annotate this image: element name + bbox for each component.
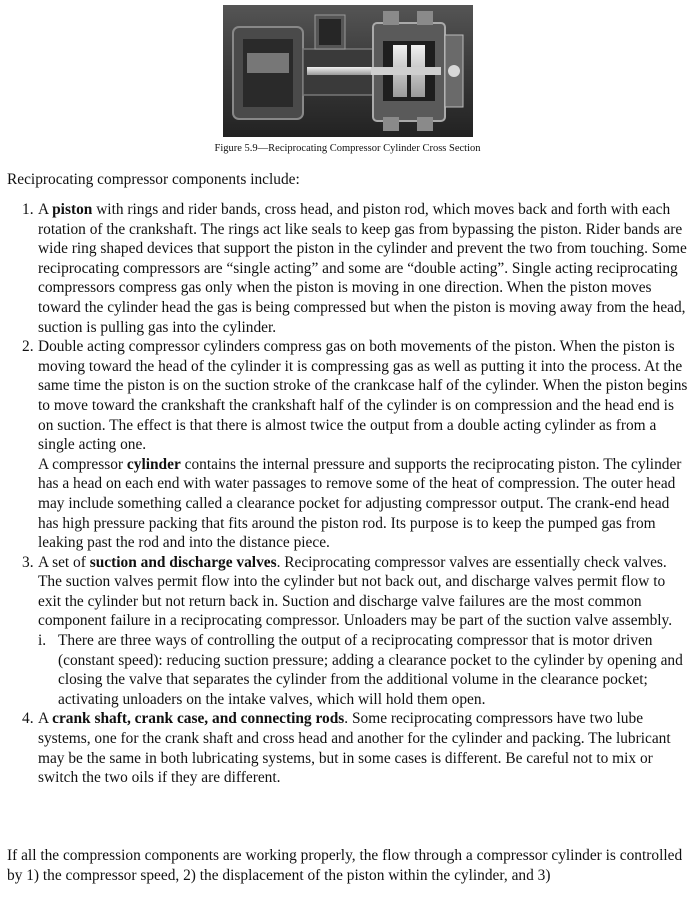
- figure-caption: Figure 5.9—Reciprocating Compressor Cylinder Cross Section: [214, 143, 481, 154]
- item-text-pre: A compressor: [38, 455, 127, 473]
- list-item: [0, 709, 690, 787]
- sub-list-item: [38, 631, 690, 709]
- item-text-pre: A: [38, 710, 53, 728]
- list-item: [0, 553, 690, 710]
- list-number: 3.: [22, 553, 34, 571]
- outro-text: If all the compression components are working properly, the flow through a compressor cylinder is controlled by 1) the compressor speed, 2) the displacement of the piston within the cylinder, and 3): [7, 847, 683, 884]
- components-list: [0, 200, 690, 788]
- item-text-pre: A: [38, 201, 53, 218]
- item-text: . Some reciprocating compressors have two lube systems, one for the crank shaft and cross head and another for the cylinder and packing. The lubricant may be the same in both lubricating systems, but in some cases is different. Be careful not to mix or switch the two oils if they are different.: [38, 710, 671, 787]
- list-number: 4.: [22, 710, 34, 728]
- item-text: with rings and rider bands, cross head, and piston rod, which moves back and forth with each rotation of the crankshaft. The rings act like seals to keep gas from bypassing the piston. Rider bands are wide ring shaped devices that support the piston in the cylinder and prevent the two from touching. Some reciprocating compressors are “single acting” and some are “double acting”. Single acting reciprocating compressors compress gas only when the piston is moving in one direction. When the piston moves toward the cylinder head the gas is being compressed but when the piston is moving away from the head, suction is pulling gas into the cylinder.: [38, 201, 687, 336]
- list-number: 1.: [22, 201, 34, 218]
- item-text-pre: A set of: [38, 553, 90, 571]
- list-item: [0, 337, 690, 553]
- list-item: [0, 200, 690, 337]
- list-number: 2.: [22, 338, 34, 356]
- item-text: contains the internal pressure and supports the reciprocating piston. The cylinder has a head on each end with water passages to remove some of the heat of compression. The outer head may include something called a clearance pocket for adjusting compressor output. The crank-end head has high pressure packing that fits around the piston rod. Its purpose is to keep the pumped gas from leaking past the rod and into the distance piece.: [38, 455, 682, 552]
- item-text: . Reciprocating compressor valves are essentially check valves. The suction valves permit flow into the cylinder but not back out, and discharge valves permit flow to exit the cylinder but not return back in. Suction and discharge valve failures are the most common component failure in a reciprocating compressor. Unloaders may be part of the suction valve assembly.: [38, 553, 673, 630]
- item-bold-term: piston: [52, 201, 93, 218]
- item-bold-term: suction and discharge valves: [89, 553, 277, 571]
- intro-text: Reciprocating compressor components include:: [7, 171, 300, 188]
- compressor-cross-section-figure: [223, 5, 473, 137]
- item-paragraph: [38, 455, 690, 553]
- item-bold-term: crank shaft, crank case, and connecting rods: [52, 710, 345, 728]
- sub-list-number: i.: [38, 632, 47, 650]
- item-bold-term: cylinder: [126, 455, 181, 473]
- item-text: Double acting compressor cylinders compress gas on both movements of the piston. When the piston is moving toward the head of the cylinder it is compressing gas as well as putting it into the process. At the same time the piston is on the suction stroke of the crankcase half of the cylinder. When the piston begins to move toward the crankshaft the crankshaft half of the cylinder is on compression and the head end is on suction. The effect is that there is almost twice the output from a double acting cylinder as from a single acting one.: [38, 338, 688, 454]
- sub-item-text: There are three ways of controlling the output of a reciprocating compressor that is motor driven (constant speed): reducing suction pressure; adding a clearance pocket to the cylinder by opening and closing the valve that separates the cylinder from the additional volume in the clearance pocket; activating unloaders on the intake valves, which will hold them open.: [58, 632, 683, 708]
